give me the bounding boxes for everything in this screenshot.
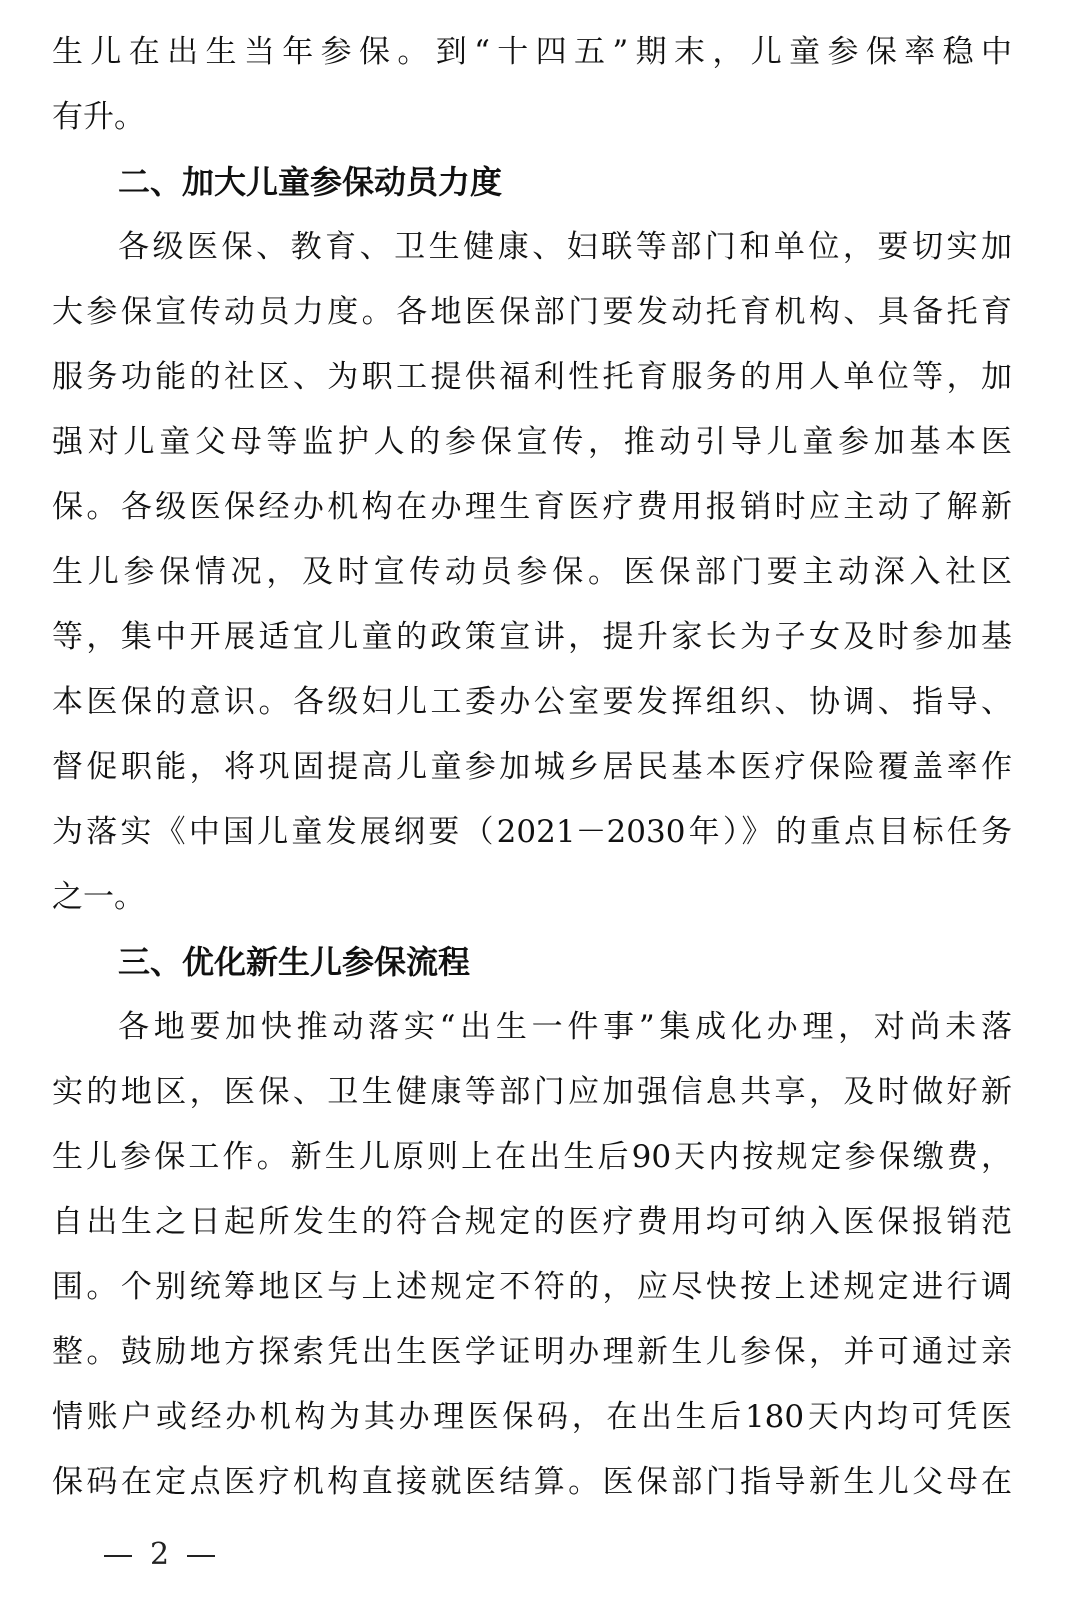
page-footer	[86, 1525, 233, 1585]
body-text-line: 整。鼓励地方探索凭出生医学证明办理新生儿参保，并可通过亲	[52, 1334, 1012, 1370]
body-text-line: 围。个别统筹地区与上述规定不符的，应尽快按上述规定进行调	[52, 1269, 1012, 1305]
body-text-line: 之一。	[52, 879, 145, 915]
body-text-line: 保码在定点医疗机构直接就医结算。医保部门指导新生儿父母在	[52, 1464, 1012, 1500]
page-number: 2	[150, 1537, 170, 1572]
section-heading-3: 三、优化新生儿参保流程	[118, 943, 471, 981]
body-text-line: 强对儿童父母等监护人的参保宣传，推动引导儿童参加基本医	[52, 424, 1012, 460]
body-text-line: 为落实《中国儿童发展纲要（2021－2030年）》的重点目标任务	[52, 814, 1012, 850]
body-text-line: 等，集中开展适宜儿童的政策宣讲，提升家长为子女及时参加基	[52, 619, 1012, 655]
body-text-line: 各地要加快推动落实“出生一件事”集成化办理，对尚未落	[118, 1009, 1012, 1045]
section-heading-2: 二、加大儿童参保动员力度	[118, 163, 503, 201]
body-text-line: 生儿参保工作。新生儿原则上在出生后90天内按规定参保缴费，	[52, 1139, 1012, 1175]
footer-dash-right	[187, 1555, 215, 1557]
body-text-line: 情账户或经办机构为其办理医保码，在出生后180天内均可凭医	[52, 1399, 1012, 1435]
body-text-line: 自出生之日起所发生的符合规定的医疗费用均可纳入医保报销范	[52, 1204, 1012, 1240]
body-text-line: 大参保宣传动员力度。各地医保部门要发动托育机构、具备托育	[52, 294, 1012, 330]
body-text-line: 本医保的意识。各级妇儿工委办公室要发挥组织、协调、指导、	[52, 684, 1012, 720]
body-text-line: 生儿在出生当年参保。到“十四五”期末，儿童参保率稳中	[52, 34, 1012, 70]
body-text-line: 有升。	[52, 99, 145, 135]
body-text-line: 各级医保、教育、卫生健康、妇联等部门和单位，要切实加	[118, 229, 1012, 265]
body-text-line: 督促职能，将巩固提高儿童参加城乡居民基本医疗保险覆盖率作	[52, 749, 1012, 785]
body-text-line: 保。各级医保经办机构在办理生育医疗费用报销时应主动了解新	[52, 489, 1012, 525]
body-text-line: 实的地区，医保、卫生健康等部门应加强信息共享，及时做好新	[52, 1074, 1012, 1110]
body-text-line: 生儿参保情况，及时宣传动员参保。医保部门要主动深入社区	[52, 554, 1012, 590]
body-text-line: 服务功能的社区、为职工提供福利性托育服务的用人单位等，加	[52, 359, 1012, 395]
footer-dash-left	[104, 1555, 132, 1557]
